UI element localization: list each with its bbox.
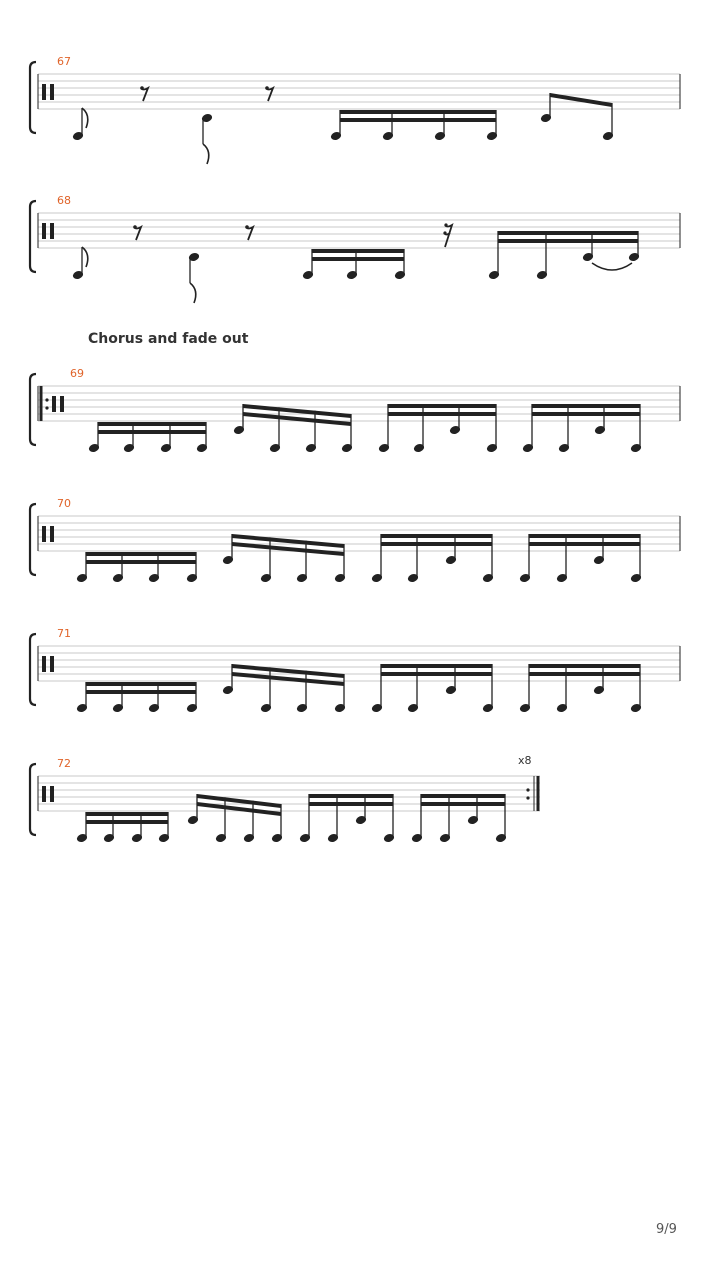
beam bbox=[98, 422, 206, 426]
beam bbox=[529, 672, 640, 676]
sixteenth-rest bbox=[445, 225, 452, 247]
repeat-dot bbox=[45, 406, 48, 409]
system-bracket bbox=[30, 374, 36, 445]
beam bbox=[532, 404, 640, 408]
beam bbox=[309, 802, 393, 806]
beam bbox=[312, 249, 404, 253]
beam bbox=[381, 664, 492, 668]
system-bracket bbox=[30, 504, 36, 575]
percussion-clef-icon bbox=[52, 396, 56, 412]
measure-68-notes bbox=[72, 223, 640, 303]
beam bbox=[498, 239, 638, 243]
measure-number: 67 bbox=[57, 55, 71, 68]
percussion-clef-icon bbox=[42, 786, 46, 802]
beam bbox=[421, 802, 505, 806]
beam bbox=[381, 534, 492, 538]
repeat-dot bbox=[45, 398, 48, 401]
measure-number: 72 bbox=[57, 757, 71, 770]
beam bbox=[421, 794, 505, 798]
measure-70-notes bbox=[76, 534, 642, 583]
eighth-flag bbox=[190, 283, 196, 303]
measure-67-notes bbox=[72, 86, 614, 164]
system-bracket bbox=[30, 764, 36, 835]
repeat-dot bbox=[526, 796, 529, 799]
percussion-clef-icon bbox=[50, 84, 54, 100]
beam bbox=[532, 412, 640, 416]
eighth-flag bbox=[82, 247, 88, 267]
rest-dot bbox=[140, 86, 144, 90]
tie bbox=[592, 263, 632, 270]
beam bbox=[86, 812, 168, 816]
eighth-flag bbox=[203, 144, 209, 164]
measure-number: 69 bbox=[70, 367, 84, 380]
beam bbox=[529, 534, 640, 538]
eighth-flag bbox=[82, 108, 88, 128]
percussion-clef-icon bbox=[42, 656, 46, 672]
percussion-clef-icon bbox=[42, 84, 46, 100]
percussion-clef-icon bbox=[60, 396, 64, 412]
beam bbox=[312, 257, 404, 261]
percussion-clef-icon bbox=[50, 786, 54, 802]
system-bracket bbox=[30, 201, 36, 272]
beam bbox=[388, 412, 496, 416]
rest-dot bbox=[245, 225, 249, 229]
repeat-count: x8 bbox=[518, 754, 532, 767]
beam bbox=[86, 560, 196, 564]
beam bbox=[86, 690, 196, 694]
repeat-dot bbox=[526, 788, 529, 791]
rest-dot bbox=[443, 231, 446, 234]
rest-dot bbox=[265, 86, 269, 90]
measure-72-notes bbox=[76, 794, 507, 843]
system-bracket bbox=[30, 62, 36, 133]
beam bbox=[529, 542, 640, 546]
beam bbox=[86, 552, 196, 556]
percussion-clef-icon bbox=[50, 526, 54, 542]
measure-number: 68 bbox=[57, 194, 71, 207]
beam bbox=[86, 820, 168, 824]
measure-number: 70 bbox=[57, 497, 71, 510]
beam bbox=[529, 664, 640, 668]
beam bbox=[340, 110, 496, 114]
percussion-clef-icon bbox=[50, 223, 54, 239]
beam bbox=[388, 404, 496, 408]
percussion-clef-icon bbox=[42, 526, 46, 542]
percussion-clef-icon bbox=[50, 656, 54, 672]
page-number: 9/9 bbox=[656, 1222, 677, 1237]
rest-dot bbox=[133, 225, 137, 229]
beam bbox=[340, 118, 496, 122]
measure-number: 71 bbox=[57, 627, 71, 640]
beam bbox=[309, 794, 393, 798]
section-title: Chorus and fade out bbox=[88, 331, 249, 347]
beam bbox=[381, 542, 492, 546]
measure-69-notes bbox=[88, 404, 642, 453]
beam bbox=[86, 682, 196, 686]
beam bbox=[98, 430, 206, 434]
beam bbox=[381, 672, 492, 676]
percussion-clef-icon bbox=[42, 223, 46, 239]
system-bracket bbox=[30, 634, 36, 705]
measure-71-notes bbox=[76, 664, 642, 713]
beam bbox=[498, 231, 638, 235]
rest-dot bbox=[444, 223, 447, 226]
